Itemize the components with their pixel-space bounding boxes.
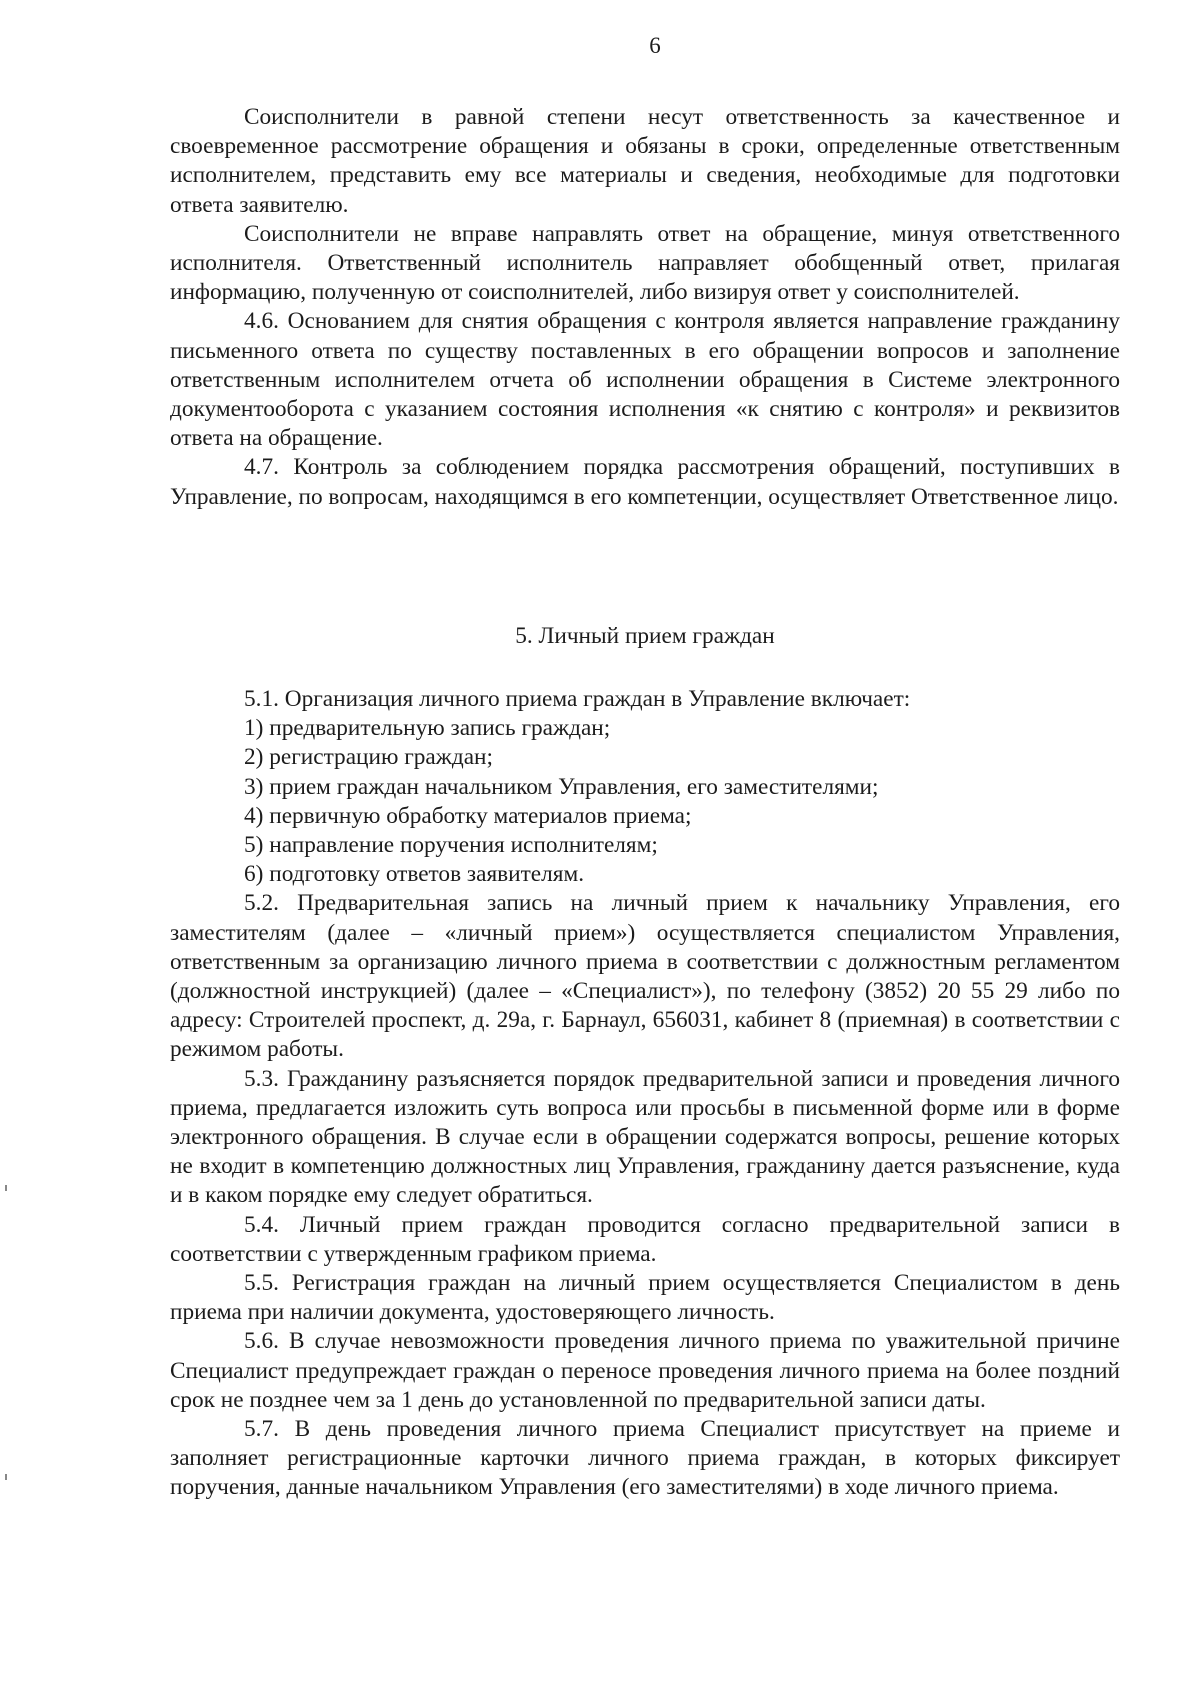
paragraph: 5.3. Гражданину разъясняется порядок предварительной записи и проведения личного приема, предлагается изложить суть вопроса или просьбы в письменной форме или в форме электронного обращения. В случае если в обращении содержатся вопросы, решение которых не входит в компетенцию должностных лиц Управления, гражданину дается разъяснение, куда и в каком порядке ему следует обратиться. bbox=[170, 1065, 1120, 1209]
paragraph: 4.6. Основанием для снятия обращения с контроля является направление гражданину письменного ответа по существу поставленных в его обращении вопросов и заполнение ответственным исполнителем отчета об исполнении обращения в Системе электронного документооборота с указанием состояния исполнения «к снятию с контроля» и реквизитов ответа на обращение. bbox=[170, 308, 1120, 452]
scan-artifact bbox=[5, 1185, 7, 1191]
top-section bbox=[170, 103, 1120, 512]
paragraph: 5.7. В день проведения личного приема Специалист присутствует на приеме и заполняет регистрационные карточки личного приема граждан, в которых фиксирует поручения, данные начальником Управления (его заместителями) в ходе личного приема. bbox=[170, 1416, 1120, 1501]
paragraph: Соисполнители не вправе направлять ответ на обращение, минуя ответственного исполнителя. Ответственный исполнитель направляет обобщенный ответ, прилагая информацию, полученную от соисполнителей, либо визируя ответ у соисполнителей. bbox=[170, 220, 1120, 306]
list-item: 6) подготовку ответов заявителям. bbox=[244, 861, 585, 888]
list-item: 3) прием граждан начальником Управления, его заместителями; bbox=[244, 773, 879, 800]
paragraph: 5.6. В случае невозможности проведения личного приема по уважительной причине Специалист предупреждает граждан о переносе проведения личного приема на более поздний срок не позднее чем за 1 день до установленной по предварительной записи даты. bbox=[170, 1328, 1120, 1413]
section-heading-block bbox=[170, 622, 1120, 651]
section-intro: 5.1. Организация личного приема граждан в Управление включает: bbox=[244, 686, 911, 712]
paragraph: 5.2. Предварительная запись на личный прием к начальнику Управления, его заместителям (далее – «личный прием») осуществляется специалистом Управления, ответственным за организацию личного приема в соответствии с должностным регламентом (должностной инструкцией) (далее – «Специалист»), по телефону (3852) 20 55 29 либо по адресу: Строителей проспект, д. 29а, г. Барнаул, 656031, кабинет 8 (приемная) в соответствии с режимом работы. bbox=[170, 890, 1120, 1063]
list-item: 4) первичную обработку материалов приема; bbox=[244, 802, 692, 829]
paragraph: 4.7. Контроль за соблюдением порядка рассмотрения обращений, поступивших в Управление, по вопросам, находящимся в его компетенции, осуществляет Ответственное лицо. bbox=[170, 454, 1120, 510]
section-heading: 5. Личный прием граждан bbox=[515, 623, 775, 649]
paragraph: 5.5. Регистрация граждан на личный прием осуществляется Специалистом в день приема при наличии документа, удостоверяющего личность. bbox=[170, 1270, 1120, 1326]
scan-artifact bbox=[5, 1474, 7, 1480]
list-item: 2) регистрацию граждан; bbox=[244, 744, 493, 771]
paragraph: 5.4. Личный прием граждан проводится согласно предварительной записи в соответствии с утвержденным графиком приема. bbox=[170, 1211, 1120, 1267]
paragraph: Соисполнители в равной степени несут ответственность за качественное и своевременное рассмотрение обращения и обязаны в сроки, определенные ответственным исполнителем, представить ему все материалы и сведения, необходимые для подготовки ответа заявителю. bbox=[170, 104, 1120, 218]
page-number: 6 bbox=[649, 33, 661, 58]
list-item: 1) предварительную запись граждан; bbox=[244, 715, 611, 742]
list-item: 5) направление поручения исполнителям; bbox=[244, 832, 658, 859]
bottom-section bbox=[170, 685, 1120, 1503]
